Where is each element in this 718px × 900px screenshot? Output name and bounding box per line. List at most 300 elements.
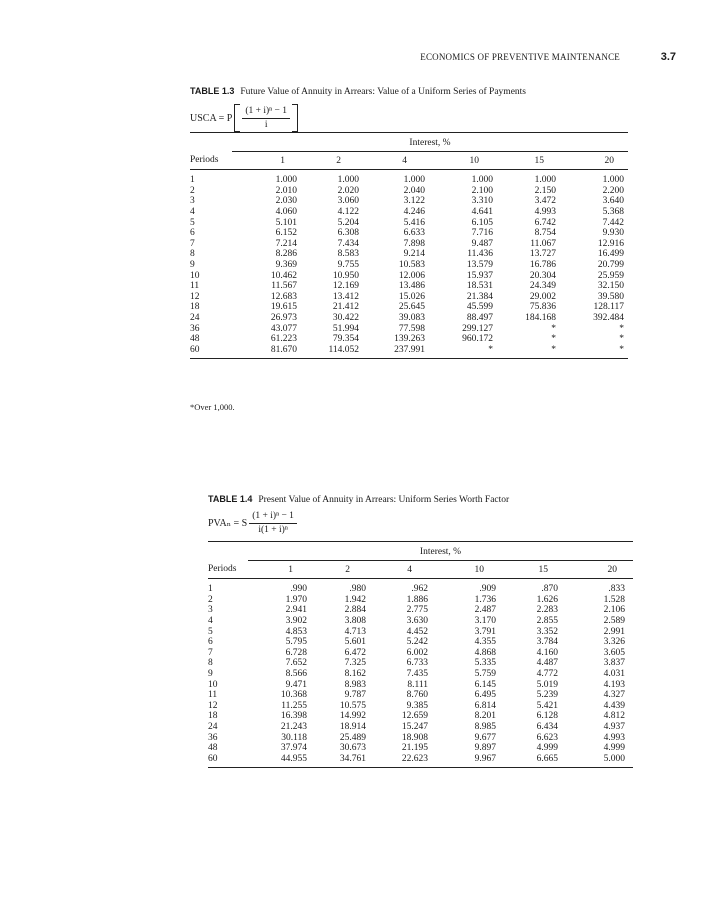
value-cell: 4.993 <box>603 732 625 743</box>
period-cell: 3 <box>190 196 195 207</box>
value-cell: 21.195 <box>401 743 428 754</box>
value-cell: 4.772 <box>536 668 558 679</box>
table-row <box>190 228 628 239</box>
period-cell: 18 <box>190 302 200 313</box>
value-cell: 237.991 <box>369 345 435 359</box>
value-cell: 2.941 <box>285 605 307 616</box>
value-cell: 22.623 <box>376 754 442 768</box>
value-cell: 9.930 <box>602 228 624 239</box>
value-cell: 4.713 <box>344 626 366 637</box>
value-cell: 1.626 <box>536 594 558 605</box>
value-cell: 34.761 <box>313 754 376 768</box>
value-cell: 4.937 <box>603 721 625 732</box>
value-cell: 1.970 <box>285 594 307 605</box>
value-cell: 2.200 <box>602 185 624 196</box>
value-cell: 7.435 <box>406 668 428 679</box>
value-cell: 32.150 <box>597 281 624 292</box>
value-cell: 8.760 <box>406 690 428 701</box>
value-cell: 7.898 <box>403 238 425 249</box>
period-cell: 11 <box>208 690 218 701</box>
value-cell: 4.193 <box>603 679 625 690</box>
value-cell: 61.223 <box>270 334 297 345</box>
value-cell: 114.052 <box>303 345 369 359</box>
page-number: 3.7 <box>660 51 676 63</box>
value-cell: 6.728 <box>285 647 307 658</box>
period-cell: 9 <box>190 259 195 270</box>
table-1-3-caption <box>190 86 526 97</box>
interest-header: Interest, % <box>248 542 633 561</box>
period-cell: 18 <box>208 711 218 722</box>
value-cell: 43.077 <box>270 323 297 334</box>
value-cell: 1.000 <box>471 175 493 186</box>
value-cell: 5.239 <box>536 690 558 701</box>
value-cell: 77.598 <box>398 323 425 334</box>
value-cell: 2.020 <box>337 185 359 196</box>
value-cell: 3.326 <box>603 637 625 648</box>
value-cell: 10.583 <box>398 259 425 270</box>
value-cell: 10.368 <box>280 690 307 701</box>
value-cell: * <box>564 345 628 359</box>
period-cell: 48 <box>190 334 200 345</box>
value-cell: 6.105 <box>471 217 493 228</box>
table-row <box>190 313 628 324</box>
value-cell: 139.263 <box>394 334 425 345</box>
value-cell: 6.308 <box>337 228 359 239</box>
periods-header: Periods <box>190 151 232 170</box>
table-row <box>190 281 628 292</box>
value-cell: 75.836 <box>529 302 556 313</box>
value-cell: 12.683 <box>270 291 297 302</box>
value-cell: 4.327 <box>603 690 625 701</box>
table-1-3-caption-text: Future Value of Annuity in Arrears: Value of a Uniform Series of Payments <box>240 87 526 97</box>
value-cell: 11.255 <box>281 700 307 711</box>
value-cell: .980 <box>349 584 366 595</box>
value-cell: 51.994 <box>332 323 359 334</box>
value-cell: .962 <box>411 584 428 595</box>
value-cell: 3.630 <box>406 615 428 626</box>
value-cell: 5.019 <box>536 679 558 690</box>
value-cell: 12.006 <box>398 270 425 281</box>
value-cell: 24.349 <box>529 281 556 292</box>
value-cell: 4.868 <box>474 647 496 658</box>
formula-lhs: PVAₙ = S <box>208 518 248 529</box>
value-cell: 392.484 <box>593 312 624 323</box>
period-cell: 36 <box>208 732 218 743</box>
value-cell: 5.000 <box>566 754 633 768</box>
value-cell: 1.000 <box>337 175 359 186</box>
value-cell: 4.853 <box>285 626 307 637</box>
table-row <box>208 743 633 754</box>
value-cell: 20.304 <box>529 270 556 281</box>
value-cell: 8.983 <box>344 679 366 690</box>
value-cell: 9.487 <box>471 238 493 249</box>
value-cell: .870 <box>541 584 558 595</box>
rate-header: 4 <box>369 151 435 170</box>
value-cell: 5.601 <box>344 637 366 648</box>
formula-lhs: USCA = P <box>190 112 233 124</box>
value-cell: 4.812 <box>603 711 625 722</box>
value-cell: 18.531 <box>466 281 493 292</box>
period-cell: 7 <box>208 647 213 658</box>
column-header-row <box>208 560 633 579</box>
value-cell: 6.495 <box>474 690 496 701</box>
value-cell: 25.959 <box>597 270 624 281</box>
period-cell: 7 <box>190 238 195 249</box>
period-cell: 5 <box>208 626 213 637</box>
value-cell: 12.659 <box>401 711 428 722</box>
value-cell: 3.122 <box>403 196 425 207</box>
table-row <box>190 345 628 359</box>
table-row <box>208 701 633 712</box>
period-cell: 9 <box>208 668 213 679</box>
value-cell: 6.742 <box>534 217 556 228</box>
formula-fraction <box>242 106 290 131</box>
value-cell: 5.242 <box>406 637 428 648</box>
value-cell: 26.973 <box>270 312 297 323</box>
running-head <box>0 52 718 66</box>
value-cell: 7.652 <box>285 658 307 669</box>
value-cell: 2.030 <box>275 196 297 207</box>
value-cell: 4.993 <box>534 206 556 217</box>
value-cell: 4.999 <box>603 743 625 754</box>
value-cell: 11.067 <box>530 238 556 249</box>
table-row <box>208 680 633 691</box>
rate-header: 15 <box>506 560 566 579</box>
table-row <box>208 658 633 669</box>
period-cell: 12 <box>190 291 200 302</box>
value-cell: 11.567 <box>271 281 297 292</box>
value-cell: 6.623 <box>536 732 558 743</box>
value-cell: 7.442 <box>602 217 624 228</box>
table-row <box>190 196 628 207</box>
value-cell: 2.106 <box>603 605 625 616</box>
value-cell: 3.310 <box>471 196 493 207</box>
value-cell: 13.579 <box>466 259 493 270</box>
value-cell: 1.942 <box>344 594 366 605</box>
value-cell: 10.462 <box>270 270 297 281</box>
value-cell: * <box>501 345 564 359</box>
table-row <box>208 605 633 616</box>
table-row <box>208 648 633 659</box>
rate-header: 20 <box>564 151 628 170</box>
value-cell: 3.791 <box>474 626 496 637</box>
table-row <box>190 186 628 197</box>
period-cell: 2 <box>208 594 213 605</box>
value-cell: 3.472 <box>534 196 556 207</box>
formula-fraction <box>249 511 297 536</box>
period-cell: 6 <box>190 228 195 239</box>
value-cell: 184.168 <box>525 312 556 323</box>
rate-header: 10 <box>442 560 506 579</box>
table-row <box>208 579 633 595</box>
value-cell: 6.814 <box>474 700 496 711</box>
value-cell: 45.599 <box>466 302 493 313</box>
value-cell: 9.755 <box>337 259 359 270</box>
value-cell: 5.101 <box>275 217 297 228</box>
value-cell: 3.605 <box>603 647 625 658</box>
period-cell: 3 <box>208 605 213 616</box>
value-cell: 30.118 <box>281 732 307 743</box>
periods-header: Periods <box>208 560 248 579</box>
value-cell: 3.170 <box>474 615 496 626</box>
period-cell: 4 <box>208 615 213 626</box>
value-cell: 128.117 <box>593 302 624 313</box>
value-cell: 2.150 <box>534 185 556 196</box>
value-cell: 1.528 <box>603 594 625 605</box>
value-cell: 16.398 <box>280 711 307 722</box>
value-cell: 8.162 <box>344 668 366 679</box>
value-cell: 39.580 <box>597 291 624 302</box>
period-cell: 60 <box>190 345 232 359</box>
value-cell: 4.452 <box>406 626 428 637</box>
value-cell: 4.060 <box>275 206 297 217</box>
value-cell: 2.775 <box>406 605 428 616</box>
value-cell: 13.727 <box>529 249 556 260</box>
value-cell: 2.884 <box>344 605 366 616</box>
value-cell: 88.497 <box>466 312 493 323</box>
table-row <box>208 754 633 768</box>
table-1-3-footnote: *Over 1,000. <box>190 402 235 412</box>
value-cell: 2.855 <box>536 615 558 626</box>
value-cell: 19.615 <box>270 302 297 313</box>
period-cell: 4 <box>190 206 195 217</box>
value-cell: 3.352 <box>536 626 558 637</box>
value-cell: 15.026 <box>398 291 425 302</box>
value-cell: 1.000 <box>403 175 425 186</box>
period-cell: 24 <box>208 721 218 732</box>
formula-denominator: i(1 + i)ⁿ <box>258 525 288 535</box>
value-cell: 2.010 <box>275 185 297 196</box>
value-cell: * <box>619 334 624 345</box>
value-cell: .909 <box>479 584 496 595</box>
value-cell: 1.000 <box>534 175 556 186</box>
value-cell: 4.355 <box>474 637 496 648</box>
rate-header: 10 <box>435 151 501 170</box>
table-row <box>208 595 633 606</box>
value-cell: 2.589 <box>603 615 625 626</box>
value-cell: 2.283 <box>536 605 558 616</box>
table-1-4-label: TABLE 1.4 <box>208 494 253 504</box>
table-row <box>190 170 628 186</box>
value-cell: 960.172 <box>462 334 493 345</box>
value-cell: 25.489 <box>339 732 366 743</box>
value-cell: 13.486 <box>398 281 425 292</box>
value-cell: 21.243 <box>280 721 307 732</box>
value-cell: 9.787 <box>344 690 366 701</box>
right-bracket <box>292 104 298 132</box>
value-cell: 2.100 <box>471 185 493 196</box>
value-cell: 1.000 <box>275 175 297 186</box>
value-cell: 6.633 <box>403 228 425 239</box>
value-cell: 4.160 <box>536 647 558 658</box>
period-cell: 60 <box>208 754 248 768</box>
table-row <box>190 324 628 335</box>
table-1-4-caption <box>208 494 509 505</box>
period-cell: 24 <box>190 312 200 323</box>
period-cell: 12 <box>208 700 218 711</box>
value-cell: 9.385 <box>406 700 428 711</box>
rate-header: 2 <box>303 151 369 170</box>
value-cell: 9.369 <box>275 259 297 270</box>
value-cell: * <box>619 323 624 334</box>
value-cell: 16.786 <box>529 259 556 270</box>
table-row <box>208 616 633 627</box>
value-cell: 4.487 <box>536 658 558 669</box>
value-cell: 6.733 <box>406 658 428 669</box>
period-cell: 8 <box>190 249 195 260</box>
value-cell: 2.487 <box>474 605 496 616</box>
value-cell: 3.784 <box>536 637 558 648</box>
period-cell: 8 <box>208 658 213 669</box>
value-cell: 4.641 <box>471 206 493 217</box>
value-cell: 4.999 <box>536 743 558 754</box>
value-cell: 5.204 <box>337 217 359 228</box>
table-1-3 <box>190 132 628 359</box>
table-row <box>190 292 628 303</box>
period-cell: 48 <box>208 743 218 754</box>
value-cell: 7.325 <box>344 658 366 669</box>
table-1-4 <box>208 541 633 768</box>
column-header-row <box>190 151 628 170</box>
value-cell: 30.673 <box>339 743 366 754</box>
value-cell: 4.031 <box>603 668 625 679</box>
value-cell: 6.665 <box>506 754 566 768</box>
value-cell: 1.886 <box>406 594 428 605</box>
value-cell: 12.916 <box>597 238 624 249</box>
period-cell: 2 <box>190 185 195 196</box>
value-cell: 10.950 <box>332 270 359 281</box>
table-row <box>208 669 633 680</box>
table-1-3-label: TABLE 1.3 <box>190 86 235 96</box>
value-cell: * <box>551 323 556 334</box>
value-cell: 13.412 <box>332 291 359 302</box>
table-row <box>190 271 628 282</box>
value-cell: * <box>551 334 556 345</box>
value-cell: 9.471 <box>285 679 307 690</box>
value-cell: 3.902 <box>285 615 307 626</box>
value-cell: 29.002 <box>529 291 556 302</box>
table-row <box>208 722 633 733</box>
value-cell: 21.384 <box>466 291 493 302</box>
value-cell: 8.201 <box>474 711 496 722</box>
value-cell: 7.214 <box>275 238 297 249</box>
value-cell: 21.412 <box>332 302 359 313</box>
value-cell: 81.670 <box>232 345 303 359</box>
value-cell: 7.434 <box>337 238 359 249</box>
period-cell: 6 <box>208 637 213 648</box>
value-cell: 37.974 <box>280 743 307 754</box>
value-cell: 3.640 <box>602 196 624 207</box>
value-cell: 1.000 <box>602 175 624 186</box>
value-cell: 4.439 <box>603 700 625 711</box>
value-cell: 9.214 <box>403 249 425 260</box>
table-row <box>190 334 628 345</box>
period-cell: 1 <box>190 175 195 186</box>
value-cell: 7.716 <box>471 228 493 239</box>
value-cell: 3.060 <box>337 196 359 207</box>
table-row <box>190 302 628 313</box>
table-row <box>208 733 633 744</box>
period-cell: 1 <box>208 584 213 595</box>
value-cell: 6.434 <box>536 721 558 732</box>
table-1-4-formula <box>208 511 299 536</box>
value-cell: 14.992 <box>339 711 366 722</box>
period-cell: 10 <box>208 679 218 690</box>
value-cell: 5.416 <box>403 217 425 228</box>
table-row <box>190 239 628 250</box>
value-cell: 8.754 <box>534 228 556 239</box>
value-cell: 8.985 <box>474 721 496 732</box>
value-cell: 39.083 <box>398 312 425 323</box>
value-cell: 6.002 <box>406 647 428 658</box>
rate-header: 20 <box>566 560 633 579</box>
value-cell: 5.421 <box>536 700 558 711</box>
value-cell: .990 <box>290 584 307 595</box>
value-cell: 1.736 <box>474 594 496 605</box>
value-cell: 15.937 <box>466 270 493 281</box>
value-cell: 9.967 <box>442 754 506 768</box>
value-cell: 5.335 <box>474 658 496 669</box>
value-cell: 5.368 <box>602 206 624 217</box>
value-cell: 6.152 <box>275 228 297 239</box>
value-cell: 9.677 <box>474 732 496 743</box>
value-cell: 4.246 <box>403 206 425 217</box>
left-bracket <box>234 104 240 132</box>
value-cell: 25.645 <box>398 302 425 313</box>
value-cell: 6.472 <box>344 647 366 658</box>
value-cell: 3.808 <box>344 615 366 626</box>
table-row <box>190 218 628 229</box>
value-cell: 4.122 <box>337 206 359 217</box>
value-cell: 8.566 <box>285 668 307 679</box>
value-cell: 18.908 <box>401 732 428 743</box>
value-cell: 18.914 <box>339 721 366 732</box>
value-cell: 44.955 <box>248 754 313 768</box>
value-cell: 11.436 <box>467 249 493 260</box>
value-cell: 6.128 <box>536 711 558 722</box>
value-cell: 8.583 <box>337 249 359 260</box>
rate-header: 15 <box>501 151 564 170</box>
value-cell: 20.799 <box>597 259 624 270</box>
interest-header: Interest, % <box>232 133 628 152</box>
value-cell: 299.127 <box>462 323 493 334</box>
value-cell: 79.354 <box>332 334 359 345</box>
value-cell: .833 <box>608 584 625 595</box>
value-cell: 5.795 <box>285 637 307 648</box>
value-cell: 6.145 <box>474 679 496 690</box>
table-row <box>208 690 633 701</box>
value-cell: 8.111 <box>407 679 428 690</box>
formula-numerator: (1 + i)ⁿ − 1 <box>242 106 290 119</box>
rate-header: 2 <box>313 560 376 579</box>
value-cell: * <box>435 345 501 359</box>
period-cell: 10 <box>190 270 200 281</box>
rate-header: 1 <box>232 151 303 170</box>
formula-denominator: i <box>264 119 268 130</box>
value-cell: 16.499 <box>597 249 624 260</box>
value-cell: 2.040 <box>403 185 425 196</box>
table-row <box>208 637 633 648</box>
table-row <box>190 249 628 260</box>
period-cell: 5 <box>190 217 195 228</box>
table-row <box>208 627 633 638</box>
value-cell: 3.837 <box>603 658 625 669</box>
running-head-title: ECONOMICS OF PREVENTIVE MAINTENANCE <box>420 52 620 62</box>
value-cell: 2.991 <box>603 626 625 637</box>
period-cell: 36 <box>190 323 200 334</box>
value-cell: 30.422 <box>332 312 359 323</box>
table-1-3-formula <box>190 104 298 132</box>
